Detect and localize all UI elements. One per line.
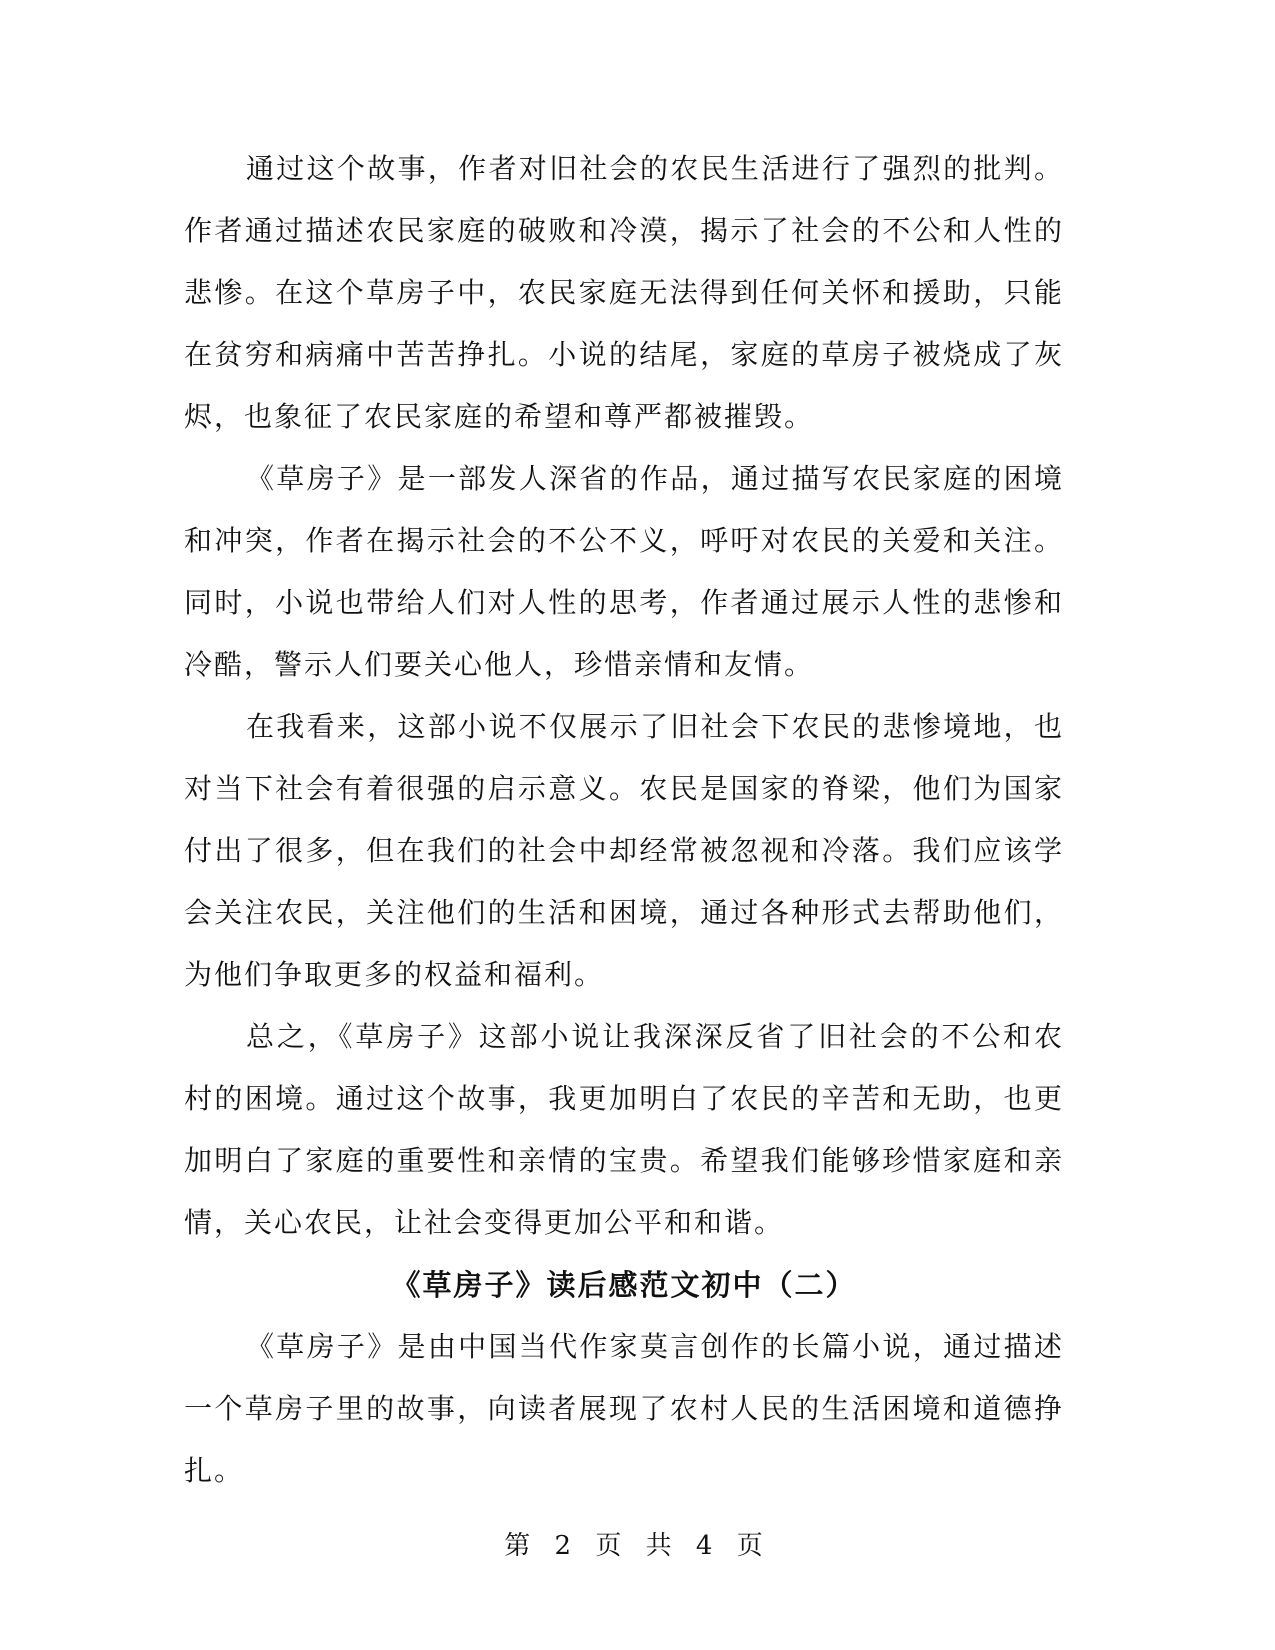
body-paragraph-1: 通过这个故事，作者对旧社会的农民生活进行了强烈的批判。作者通过描述农民家庭的破败和冷漠，揭示了社会的不公和人性的悲惨。在这个草房子中，农民家庭无法得到任何关怀和援助，只能在贫穷和病痛中苦苦挣扎。小说的结尾，家庭的草房子被烧成了灰烬，也象征了农民家庭的希望和尊严都被摧毁。 [184,152,1064,433]
body-paragraph-2: 《草房子》是一部发人深省的作品，通过描写农民家庭的困境和冲突，作者在揭示社会的不公不义，呼吁对农民的关爱和关注。同时，小说也带给人们对人性的思考，作者通过展示人性的悲惨和冷酷，警示人们要关心他人，珍惜亲情和友情。 [184,462,1064,681]
section-paragraph: 《草房子》是由中国当代作家莫言创作的长篇小说，通过描述一个草房子里的故事，向读者展现了农村人民的生活困境和道德挣扎。 [184,1330,1064,1487]
document-body [184,138,1064,1502]
body-paragraph-3: 在我看来，这部小说不仅展示了旧社会下农民的悲惨境地，也对当下社会有着很强的启示意义。农民是国家的脊梁，他们为国家付出了很多，但在我们的社会中却经常被忽视和冷落。我们应该学会关注农民，关注他们的生活和困境，通过各种形式去帮助他们，为他们争取更多的权益和福利。 [184,710,1064,991]
body-paragraph-4: 总之，《草房子》这部小说让我深深反省了旧社会的不公和农村的困境。通过这个故事，我更加明白了农民的辛苦和无助，也更加明白了家庭的重要性和亲情的宝贵。希望我们能够珍惜家庭和亲情，关心农民，让社会变得更加公平和和谐。 [184,1020,1064,1239]
page-number-footer: 第 2 页 共 4 页 [504,1531,771,1561]
section-heading: 《草房子》读后感范文初中（二） [391,1268,857,1302]
